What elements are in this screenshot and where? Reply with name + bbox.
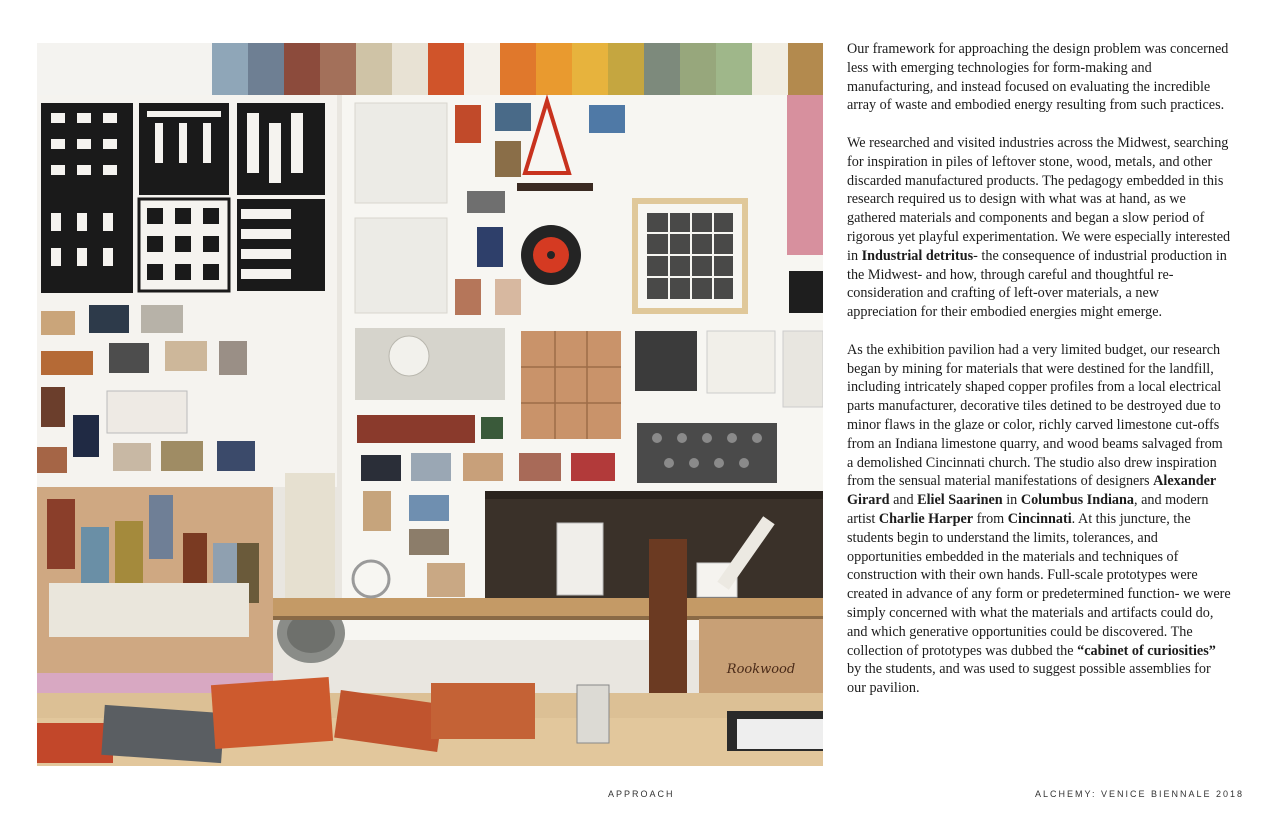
- text-run: and: [889, 492, 918, 509]
- text-run: by the students, and was used to suggest possible assemblies for our pavilion.: [847, 661, 1211, 697]
- text-run: . At this juncture, the students begin to understand the limits, tolerances, and opportunities embedded in the materials and techniques of construction with their own hands. Full-scale prototypes were created in advance of any form or predetermined function- we were simply concerned with what the materials and artifacts could do, and which generative opportunities could be discovered. The collection of prototypes was dubbed the: [847, 510, 1231, 659]
- bold-run: Charlie Harper: [878, 510, 974, 527]
- publication-footer: ALCHEMY: VENICE BIENNALE 2018: [1034, 789, 1244, 799]
- bold-run: Alexander Girard: [847, 473, 1216, 509]
- text-run: We researched and visited industries across the Midwest, searching for inspiration in piles of leftover stone, wood, metals, and other discarded manufactured products. The pedagogy embedded in this research required us to design with what was at hand, as we gathered materials and components and began a slow period of rigorous yet playful experimentation. We were especially interested in: [847, 134, 1231, 264]
- paragraph-1: [847, 40, 1232, 115]
- body-text: [847, 40, 1232, 717]
- paragraph-3: [847, 341, 1232, 698]
- text-run: in: [1002, 492, 1021, 509]
- bold-run: Industrial detritus: [861, 247, 974, 264]
- bold-run: Cincinnati: [1007, 510, 1072, 527]
- text-run: , and modern artist: [847, 492, 1209, 527]
- bold-run: Eliel Saarinen: [917, 492, 1003, 509]
- text-run: from: [973, 510, 1008, 527]
- bold-run: Columbus Indiana: [1020, 492, 1134, 509]
- collage-photo: [37, 43, 823, 766]
- text-run: Our framework for approaching the design problem was concerned less with emerging technologies for form-making and manufacturing, and instead focused on evaluating the incredible array of waste and embodied energy resulting from such practices.: [847, 41, 1229, 114]
- paragraph-2: [847, 134, 1232, 322]
- box-brand-text: Rookwood: [726, 662, 796, 677]
- bold-run: “cabinet of curiosities”: [1077, 642, 1216, 659]
- text-run: - the consequence of industrial production in the Midwest- and how, through careful and thoughtful re-consideration and crafting of left-over materials, a new appreciation for their embodied energies might emerge.: [847, 247, 1227, 321]
- text-run: As the exhibition pavilion had a very limited budget, our research began by mining for materials that were destined for the landfill, including intricately shaped copper profiles from a local electrical parts manufacturer, decorative tiles detined to be destroyed due to minor flaws in the glaze or color, richly carved limestone cut-offs from an Indiana limestone quarry, and wood beams salvaged from a demolished Cincinnati church. The studio also drew inspiration from the sensual material manifestations of designers: [847, 341, 1223, 490]
- section-footer: APPROACH: [608, 789, 675, 799]
- tile-row: [37, 43, 823, 95]
